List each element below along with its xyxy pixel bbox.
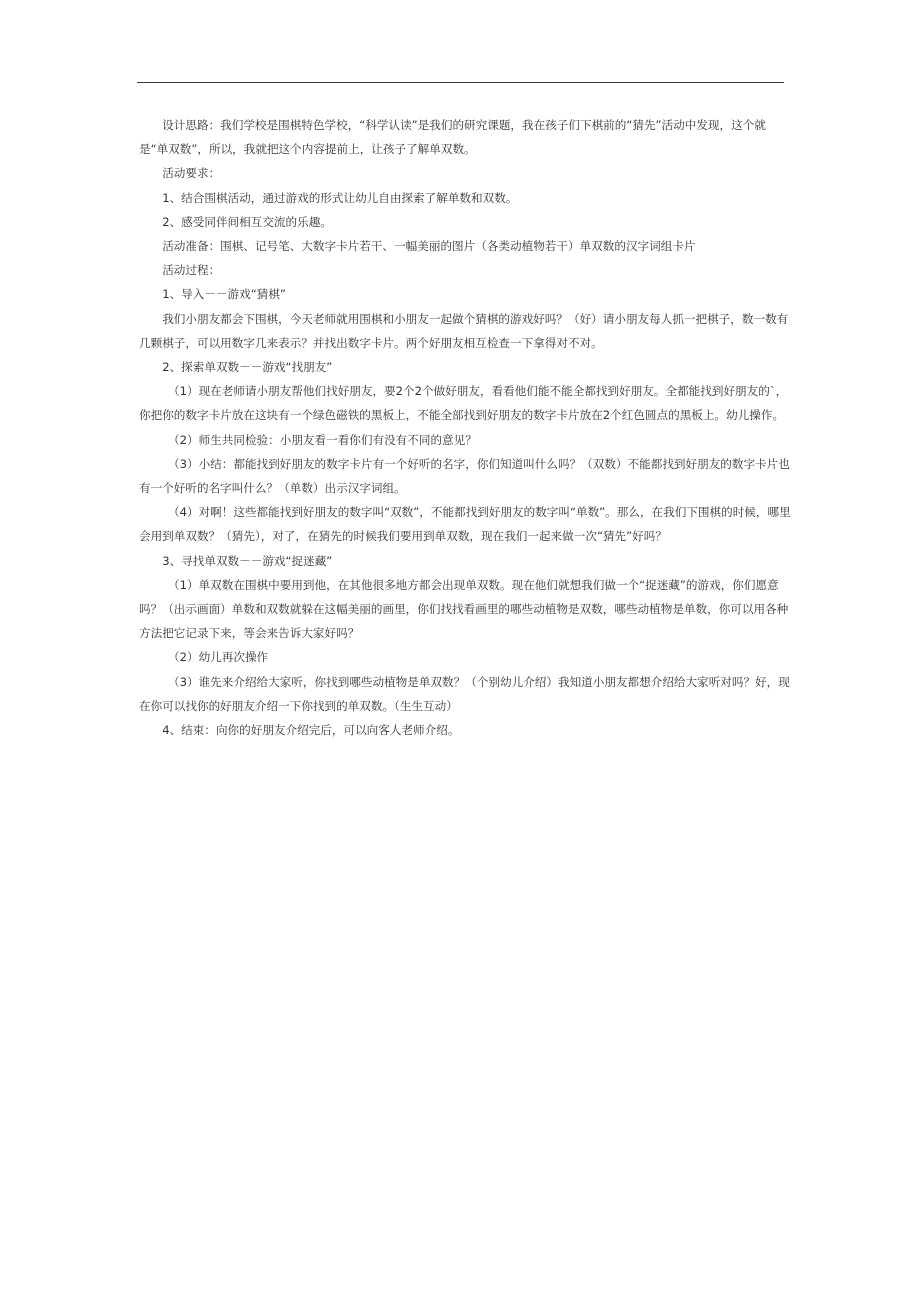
design-idea-paragraph: 设计思路：我们学校是围棋特色学校，“科学认读”是我们的研究课题，我在孩子们下棋前的“猜先”活动中发现，这个就是“单双数”，所以，我就把这个内容提前上，让孩子了解单双数。	[139, 118, 766, 157]
step-1-heading: 1、导入－－游戏“猜棋”	[162, 287, 286, 302]
step-1-paragraph: 我们小朋友都会下围棋，今天老师就用围棋和小朋友一起做个猜棋的游戏好吗？（好）请小朋友每人抓一把棋子，数一数有几颗棋子，可以用数字几来表示？并找出数字卡片。两个好朋友相互检查一下拿得对不对。	[139, 311, 789, 350]
step-2-heading: 2、探索单双数－－游戏“找朋友”	[162, 360, 333, 375]
step-2-sub-3: （3）小结：都能找到好朋友的数字卡片有一个好听的名字，你们知道叫什么吗？（双数）不能都找到好朋友的数字卡片也有一个好听的名字叫什么？（单数）出示汉字词组。	[139, 456, 790, 496]
requirements-heading: 活动要求：	[162, 166, 221, 181]
step-3-sub-3: （3）谁先来介绍给大家听，你找到哪些动植物是单双数？（个别幼儿介绍）我知道小朋友都想介绍给大家听对吗？好，现在你可以找你的好朋友介绍一下你找到的单双数。（生生互动）	[139, 674, 790, 713]
process-heading: 活动过程：	[162, 263, 221, 278]
step-4-paragraph: 4、结束：向你的好朋友介绍完后，可以向客人老师介绍。	[162, 723, 460, 738]
step-3-sub-1: （1）单双数在围棋中要用到他，在其他很多地方都会出现单双数。现在他们就想我们做一个“捉迷藏”的游戏，你们愿意吗？（出示画面）单数和双数就躲在这幅美丽的画里，你们找找看画里的哪些动植物是双数，哪些动植物是单数，你可以用各种方法把它记录下来，等会来告诉大家好吗？	[139, 577, 789, 641]
step-3-heading: 3、寻找单双数－－游戏“捉迷藏”	[162, 553, 333, 568]
document-body	[139, 113, 791, 742]
preparation-paragraph: 活动准备：围棋、记号笔、大数字卡片若干、一幅美丽的图片（各类动植物若干）单双数的汉字词组卡片	[162, 239, 696, 254]
step-2-sub-1: （1）现在老师请小朋友帮他们找好朋友，要2个2个做好朋友，看看他们能不能全都找到好朋友。全都能找到好朋友的`，你把你的数字卡片放在这块有一个绿色磁铁的黑板上，不能全部找到好朋友的数字卡片放在2个红色圆点的黑板上。幼儿操作。	[139, 384, 788, 423]
step-3-sub-2: （2）幼儿再次操作	[168, 650, 269, 665]
step-2-sub-4: （4）对啊！这些都能找到好朋友的数字叫“双数”，不能都找到好朋友的数字叫“单数”。那么，在我们下围棋的时候，哪里会用到单双数？（猜先），对了，在猜先的时候我们要用到单双数，现在我们一起来做一次“猜先”好吗？	[139, 505, 791, 544]
step-2-sub-2: （2）师生共同检验：小朋友看一看你们有没有不同的意见？	[168, 432, 477, 447]
requirement-item-1: 1、结合围棋活动，通过游戏的形式让幼儿自由探索了解单数和双数。	[162, 190, 518, 205]
requirement-item-2: 2、感受同伴间相互交流的乐趣。	[162, 214, 332, 229]
header-rule	[137, 82, 784, 83]
